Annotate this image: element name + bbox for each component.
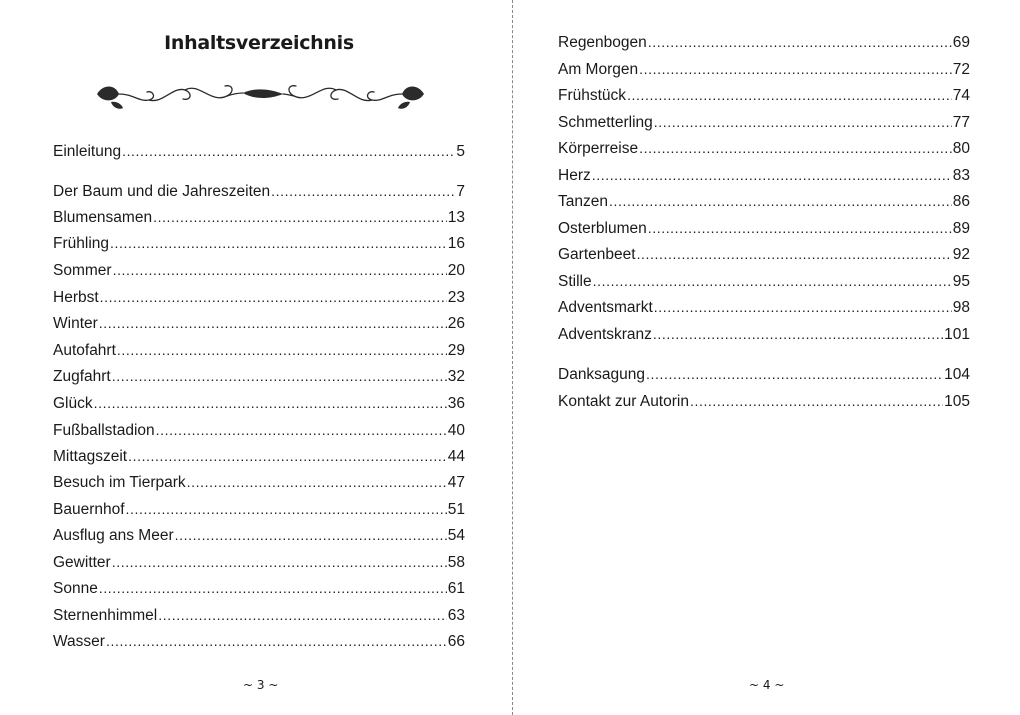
toc-entry-page: 63 bbox=[447, 607, 465, 624]
toc-entry-page: 23 bbox=[447, 289, 465, 306]
dot-leader bbox=[128, 446, 447, 466]
toc-entry[interactable] bbox=[558, 364, 970, 384]
dot-leader bbox=[110, 233, 447, 253]
right-page bbox=[513, 0, 1020, 715]
toc-entry[interactable] bbox=[53, 313, 465, 333]
toc-entry-page: 105 bbox=[944, 393, 970, 410]
dot-leader bbox=[106, 631, 447, 651]
toc-entry[interactable] bbox=[53, 446, 465, 466]
dot-leader bbox=[100, 287, 447, 307]
toc-entry[interactable] bbox=[53, 605, 465, 625]
toc-entry-page: 80 bbox=[952, 140, 970, 157]
toc-entry-page: 58 bbox=[447, 554, 465, 571]
toc-entry-page: 5 bbox=[456, 143, 465, 160]
toc-entry[interactable] bbox=[558, 85, 970, 105]
dot-leader bbox=[122, 141, 455, 161]
toc-entry-page: 77 bbox=[952, 114, 970, 131]
toc-entry-label: Schmetterling bbox=[558, 114, 653, 131]
toc-entry-label: Ausflug ans Meer bbox=[53, 527, 174, 544]
toc-entry-label: Wasser bbox=[53, 633, 105, 650]
toc-entry-page: 104 bbox=[944, 366, 970, 383]
toc-entry[interactable] bbox=[53, 578, 465, 598]
toc-entry[interactable] bbox=[558, 271, 970, 291]
dot-leader bbox=[112, 366, 447, 386]
toc-entry-label: Besuch im Tierpark bbox=[53, 474, 186, 491]
dot-leader bbox=[627, 85, 952, 105]
toc-entry-label: Fußballstadion bbox=[53, 422, 155, 439]
toc-entry-page: 72 bbox=[952, 61, 970, 78]
toc-entry[interactable] bbox=[53, 472, 465, 492]
dot-leader bbox=[639, 138, 952, 158]
toc-entry-page: 47 bbox=[447, 474, 465, 491]
toc-entry-label: Adventskranz bbox=[558, 326, 652, 343]
dot-leader bbox=[113, 260, 447, 280]
toc-entry-page: 69 bbox=[952, 34, 970, 51]
dot-leader bbox=[117, 340, 447, 360]
dot-leader bbox=[153, 207, 447, 227]
toc-entry-label: Blumensamen bbox=[53, 209, 153, 226]
page-number: ~ 3 ~ bbox=[243, 678, 279, 692]
toc-entry-label: Frühling bbox=[53, 235, 109, 252]
toc-entry-label: Autofahrt bbox=[53, 342, 116, 359]
toc-entry[interactable] bbox=[53, 260, 465, 280]
toc-entry[interactable] bbox=[558, 138, 970, 158]
toc-entry-label: Herz bbox=[558, 167, 591, 184]
toc-entry[interactable] bbox=[558, 112, 970, 132]
dot-leader bbox=[187, 472, 447, 492]
toc-entry-page: 92 bbox=[952, 246, 970, 263]
toc-entry-label: Winter bbox=[53, 315, 98, 332]
toc-entry-page: 74 bbox=[952, 87, 970, 104]
dot-leader bbox=[94, 393, 447, 413]
toc-entry-page: 40 bbox=[447, 422, 465, 439]
toc-entry-label: Osterblumen bbox=[558, 220, 647, 237]
toc-entry[interactable] bbox=[558, 244, 970, 264]
toc-entry[interactable] bbox=[558, 191, 970, 211]
toc-entry[interactable] bbox=[558, 324, 970, 344]
toc-entry-label: Zugfahrt bbox=[53, 368, 111, 385]
toc-entry-label: Gartenbeet bbox=[558, 246, 636, 263]
toc-entry-page: 101 bbox=[944, 326, 970, 343]
dot-leader bbox=[112, 552, 447, 572]
toc-entry[interactable] bbox=[53, 552, 465, 572]
toc-entry[interactable] bbox=[53, 366, 465, 386]
toc-entry[interactable] bbox=[53, 233, 465, 253]
toc-entry-label: Sonne bbox=[53, 580, 98, 597]
toc-entry-page: 98 bbox=[952, 299, 970, 316]
dot-leader bbox=[609, 191, 952, 211]
dot-leader bbox=[271, 181, 455, 201]
dot-leader bbox=[156, 420, 447, 440]
dot-leader bbox=[637, 244, 952, 264]
toc-entry-label: Tanzen bbox=[558, 193, 608, 210]
toc-right-list bbox=[558, 0, 970, 715]
page-number: ~ 4 ~ bbox=[749, 678, 785, 692]
toc-entry-label: Gewitter bbox=[53, 554, 111, 571]
toc-entry-label: Kontakt zur Autorin bbox=[558, 393, 689, 410]
toc-entry-label: Danksagung bbox=[558, 366, 646, 383]
toc-entry[interactable] bbox=[53, 420, 465, 440]
toc-entry[interactable] bbox=[558, 32, 970, 52]
toc-entry[interactable] bbox=[53, 287, 465, 307]
toc-entry-label: Adventsmarkt bbox=[558, 299, 653, 316]
dot-leader bbox=[593, 271, 952, 291]
toc-entry-page: 66 bbox=[447, 633, 465, 650]
toc-entry-page: 32 bbox=[447, 368, 465, 385]
toc-entry-page: 95 bbox=[952, 273, 970, 290]
dot-leader bbox=[175, 525, 447, 545]
dot-leader bbox=[639, 59, 952, 79]
toc-entry[interactable] bbox=[558, 59, 970, 79]
dot-leader bbox=[592, 165, 952, 185]
toc-entry-page: 44 bbox=[447, 448, 465, 465]
toc-entry[interactable] bbox=[53, 499, 465, 519]
toc-entry[interactable] bbox=[53, 207, 465, 227]
toc-entry-label: Herbst bbox=[53, 289, 99, 306]
toc-entry-page: 16 bbox=[447, 235, 465, 252]
toc-entry-page: 36 bbox=[447, 395, 465, 412]
toc-entry-label: Stille bbox=[558, 273, 592, 290]
toc-entry-label: Sternenhimmel bbox=[53, 607, 158, 624]
toc-entry[interactable] bbox=[53, 631, 465, 651]
toc-entry[interactable] bbox=[53, 393, 465, 413]
toc-entry-label: Einleitung bbox=[53, 143, 122, 160]
toc-entry-label: Mittagszeit bbox=[53, 448, 128, 465]
dot-leader bbox=[648, 218, 952, 238]
toc-entry[interactable] bbox=[558, 391, 970, 411]
dot-leader bbox=[653, 324, 943, 344]
toc-entry[interactable] bbox=[53, 141, 465, 161]
toc-entry-page: 61 bbox=[447, 580, 465, 597]
toc-entry-page: 7 bbox=[456, 183, 465, 200]
toc-entry-label: Der Baum und die Jahreszeiten bbox=[53, 183, 271, 200]
dot-leader bbox=[158, 605, 447, 625]
dot-leader bbox=[690, 391, 943, 411]
toc-entry-page: 29 bbox=[447, 342, 465, 359]
toc-entry[interactable] bbox=[558, 218, 970, 238]
dot-leader bbox=[99, 313, 447, 333]
toc-entry-page: 89 bbox=[952, 220, 970, 237]
toc-entry-label: Am Morgen bbox=[558, 61, 639, 78]
toc-entry-label: Sommer bbox=[53, 262, 112, 279]
toc-entry-label: Körperreise bbox=[558, 140, 639, 157]
toc-entry[interactable] bbox=[53, 525, 465, 545]
dot-leader bbox=[646, 364, 943, 384]
page-title: Inhaltsverzeichnis bbox=[164, 32, 354, 54]
toc-entry-page: 51 bbox=[447, 501, 465, 518]
toc-left-list bbox=[53, 0, 465, 715]
toc-entry[interactable] bbox=[53, 181, 465, 201]
dot-leader bbox=[126, 499, 447, 519]
toc-entry-page: 83 bbox=[952, 167, 970, 184]
toc-entry-label: Glück bbox=[53, 395, 93, 412]
toc-entry[interactable] bbox=[558, 165, 970, 185]
toc-entry[interactable] bbox=[558, 297, 970, 317]
dot-leader bbox=[654, 112, 952, 132]
dot-leader bbox=[648, 32, 952, 52]
toc-entry-page: 54 bbox=[447, 527, 465, 544]
toc-entry[interactable] bbox=[53, 340, 465, 360]
toc-entry-page: 86 bbox=[952, 193, 970, 210]
toc-entry-page: 26 bbox=[447, 315, 465, 332]
dot-leader bbox=[654, 297, 952, 317]
dot-leader bbox=[99, 578, 447, 598]
toc-entry-label: Regenbogen bbox=[558, 34, 647, 51]
toc-entry-page: 20 bbox=[447, 262, 465, 279]
toc-entry-page: 13 bbox=[447, 209, 465, 226]
toc-entry-label: Bauernhof bbox=[53, 501, 125, 518]
toc-entry-label: Frühstück bbox=[558, 87, 627, 104]
